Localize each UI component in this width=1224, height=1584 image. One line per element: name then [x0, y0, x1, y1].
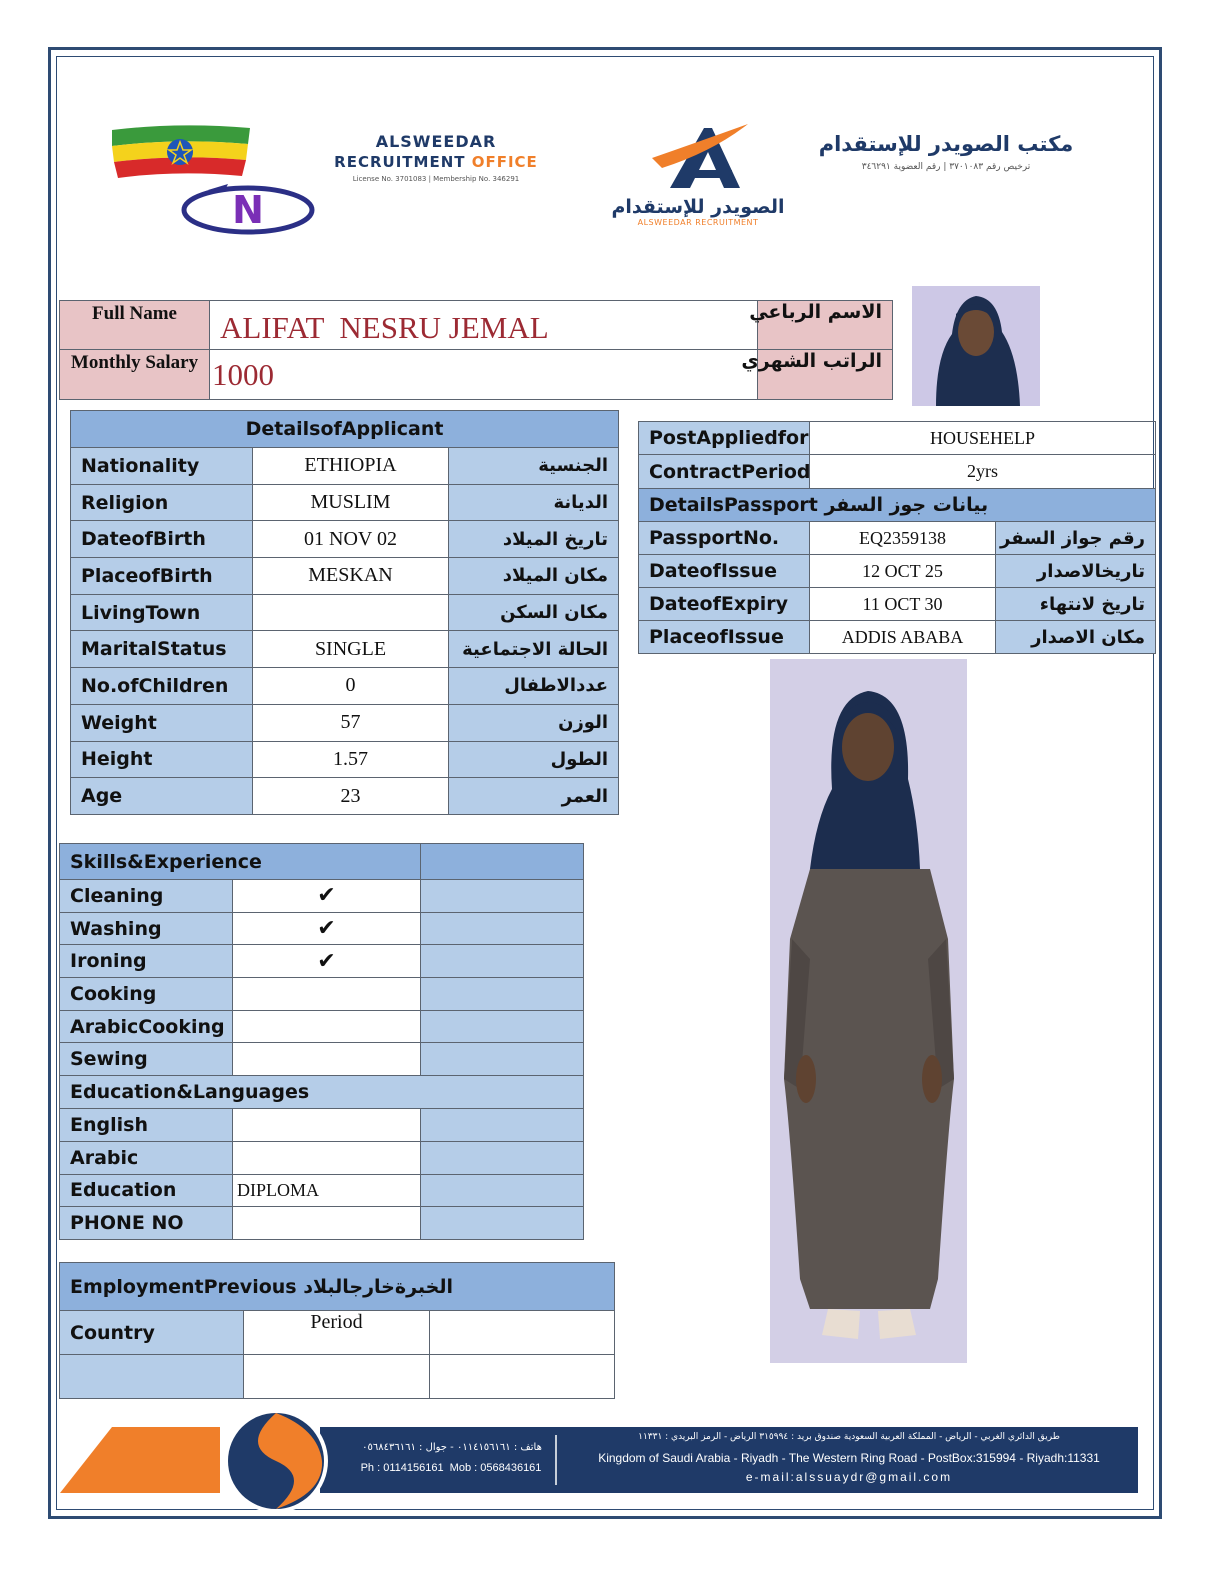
identity-table [59, 300, 893, 400]
applicant-field-value: 23 [253, 778, 449, 815]
right-logo-text [818, 132, 1074, 172]
applicant-field-value: 57 [253, 704, 449, 741]
applicant-field-label: LivingTown [71, 594, 253, 631]
a-letter-icon [608, 122, 788, 192]
education-label: Education [60, 1174, 233, 1207]
right-logo-arabic: مكتب الصويدر للإستقدام [818, 132, 1074, 156]
applicant-field-arabic: الوزن [449, 704, 619, 741]
applicant-field-label: DateofBirth [71, 521, 253, 558]
passport-field-arabic: تاريخ لانتهاء [996, 588, 1156, 621]
applicant-field-arabic: مكان الميلاد [449, 558, 619, 595]
contract-period-value: 2yrs [810, 455, 1156, 489]
applicant-field-label: Age [71, 778, 253, 815]
education-value [233, 1207, 421, 1240]
applicant-row [71, 631, 619, 668]
passport-field-arabic: رقم جواز السفر [996, 522, 1156, 555]
applicant-field-value: ETHIOPIA [253, 448, 449, 485]
education-label: Arabic [60, 1141, 233, 1174]
skill-checkbox[interactable] [233, 880, 421, 913]
passport-row [639, 588, 1156, 621]
footer-address-arabic: طريق الدائري الغربي - الرياض - المملكة العربية السعودية صندوق بريد : ٣١٥٩٩٤ الرياض - الرمز البريدي : ١١٣٣١ [638, 1432, 1060, 1442]
center-logo [608, 122, 788, 232]
country-label: Country [60, 1311, 244, 1355]
center-logo-english: ALSWEEDAR RECRUITMENT [637, 218, 759, 227]
education-row [60, 1207, 584, 1240]
applicant-field-value: MUSLIM [253, 484, 449, 521]
education-label: English [60, 1109, 233, 1142]
full-name-value: ALIFAT NESRU JEMAL [210, 301, 758, 350]
checkmark-icon: ✔ [317, 916, 336, 942]
applicant-headshot [912, 286, 1040, 406]
post-passport-table [638, 421, 1156, 654]
education-title: Education&Languages [60, 1076, 584, 1109]
employment-extra-cell [430, 1355, 615, 1399]
contract-period-label: ContractPeriod [639, 455, 810, 489]
applicant-field-arabic: عددالاطفال [449, 668, 619, 705]
passport-row [639, 522, 1156, 555]
education-extra-cell [421, 1109, 584, 1142]
skill-row [60, 1010, 584, 1043]
applicant-row [71, 484, 619, 521]
applicant-row [71, 594, 619, 631]
applicant-field-label: Religion [71, 484, 253, 521]
applicant-details-title: DetailsofApplicant [71, 411, 619, 448]
applicant-field-label: Nationality [71, 448, 253, 485]
passport-field-label: PassportNo. [639, 522, 810, 555]
applicant-field-arabic: تاريخ الميلاد [449, 521, 619, 558]
applicant-field-value: 01 NOV 02 [253, 521, 449, 558]
passport-details-title: DetailsPassport بيانات جوز السفر [639, 489, 1156, 522]
applicant-field-value: 1.57 [253, 741, 449, 778]
applicant-field-value: MESKAN [253, 558, 449, 595]
monthly-salary-label: Monthly Salary [60, 350, 210, 400]
applicant-row [71, 741, 619, 778]
employment-country-cell [60, 1355, 244, 1399]
applicant-field-arabic: مكان السكن [449, 594, 619, 631]
applicant-row [71, 558, 619, 595]
applicant-field-arabic: العمر [449, 778, 619, 815]
checkmark-icon: ✔ [317, 883, 336, 909]
ethiopian-flag-logo [108, 124, 254, 180]
applicant-row [71, 704, 619, 741]
skill-extra-cell [421, 1010, 584, 1043]
office-name-line2b: OFFICE [471, 153, 538, 171]
footer-email[interactable]: e-mail:alssuaydr@gmail.com [745, 1470, 953, 1484]
skill-extra-cell [421, 945, 584, 978]
employment-table [59, 1262, 615, 1399]
footer-phone-arabic: هاتف : ٠١١٤١٥٦١٦١ - جوال : ٠٥٦٨٤٣٦١٦١ [362, 1442, 542, 1453]
skills-title: Skills&Experience [60, 844, 421, 880]
skill-checkbox[interactable] [233, 1010, 421, 1043]
office-logo-text [318, 132, 554, 183]
skill-extra-cell [421, 978, 584, 1011]
education-extra-cell [421, 1174, 584, 1207]
employment-title: EmploymentPrevious الخبرةخارجالبلاد [60, 1263, 615, 1311]
monthly-salary-value: 1000 [210, 350, 758, 400]
passport-field-label: DateofExpiry [639, 588, 810, 621]
applicant-field-arabic: الطول [449, 741, 619, 778]
applicant-field-arabic: الجنسية [449, 448, 619, 485]
applicant-row [71, 448, 619, 485]
applicant-field-arabic: الديانة [449, 484, 619, 521]
center-logo-arabic: الصويدر للإستقدام [611, 196, 785, 218]
applicant-field-label: PlaceofBirth [71, 558, 253, 595]
full-name-label: Full Name [60, 301, 210, 350]
footer-phone-english: Ph : 0114156161 Mob : 0568436161 [360, 1462, 542, 1474]
passport-field-value: 12 OCT 25 [810, 555, 996, 588]
applicant-details-table [70, 410, 619, 815]
skills-title-extra [421, 844, 584, 880]
skill-label: Sewing [60, 1043, 233, 1076]
passport-row [639, 621, 1156, 654]
employment-extra-header [430, 1311, 615, 1355]
office-name-line2a: RECRUITMENT [334, 153, 466, 171]
skill-row [60, 978, 584, 1011]
emblem-letter: N [232, 188, 264, 232]
skill-extra-cell [421, 912, 584, 945]
n-emblem-logo [178, 180, 318, 236]
skill-label: Washing [60, 912, 233, 945]
skill-label: Ironing [60, 945, 233, 978]
right-logo-arabic-sub: ترخيص رقم ٣٧٠١٠٨٣ | رقم العضوية ٣٤٦٢٩١ [861, 162, 1031, 172]
skill-row [60, 945, 584, 978]
applicant-row [71, 778, 619, 815]
skill-checkbox[interactable] [233, 945, 421, 978]
office-license-line: License No. 3701083 | Membership No. 346291 [352, 175, 520, 183]
skills-table [59, 843, 584, 1240]
period-label: Period [244, 1311, 430, 1355]
passport-field-arabic: مكان الاصدار [996, 621, 1156, 654]
passport-row [639, 555, 1156, 588]
skill-label: Cooking [60, 978, 233, 1011]
passport-field-label: DateofIssue [639, 555, 810, 588]
footer-banner [60, 1405, 1138, 1513]
skill-row [60, 912, 584, 945]
skill-checkbox[interactable] [233, 912, 421, 945]
applicant-field-label: Weight [71, 704, 253, 741]
applicant-field-value: 0 [253, 668, 449, 705]
passport-field-arabic: تاريخالاصدار [996, 555, 1156, 588]
skill-label: ArabicCooking [60, 1010, 233, 1043]
skill-extra-cell [421, 880, 584, 913]
applicant-row [71, 521, 619, 558]
passport-field-value: 11 OCT 30 [810, 588, 996, 621]
post-applied-label: PostAppliedfor [639, 422, 810, 455]
office-name-line1: ALSWEEDAR [375, 132, 497, 151]
skill-checkbox[interactable] [233, 978, 421, 1011]
skill-checkbox[interactable] [233, 1043, 421, 1076]
passport-field-value: EQ2359138 [810, 522, 996, 555]
education-value: DIPLOMA [233, 1174, 421, 1207]
applicant-full-photo [770, 659, 967, 1363]
education-label: PHONE NO [60, 1207, 233, 1240]
skill-row [60, 880, 584, 913]
applicant-field-value: SINGLE [253, 631, 449, 668]
passport-field-label: PlaceofIssue [639, 621, 810, 654]
checkmark-icon: ✔ [317, 948, 336, 974]
passport-field-value: ADDIS ABABA [810, 621, 996, 654]
post-applied-value: HOUSEHELP [810, 422, 1156, 455]
education-row [60, 1109, 584, 1142]
employment-period-cell [244, 1355, 430, 1399]
applicant-field-value [253, 594, 449, 631]
applicant-row [71, 668, 619, 705]
education-value [233, 1141, 421, 1174]
education-value [233, 1109, 421, 1142]
applicant-field-arabic: الحالة الاجتماعية [449, 631, 619, 668]
applicant-field-label: Height [71, 741, 253, 778]
applicant-field-label: No.ofChildren [71, 668, 253, 705]
skill-label: Cleaning [60, 880, 233, 913]
education-extra-cell [421, 1141, 584, 1174]
footer-address-english: Kingdom of Saudi Arabia - Riyadh - The Western Ring Road - PostBox:315994 - Riyadh:11331 [598, 1451, 1100, 1465]
skill-row [60, 1043, 584, 1076]
education-row [60, 1141, 584, 1174]
skill-extra-cell [421, 1043, 584, 1076]
education-extra-cell [421, 1207, 584, 1240]
education-row [60, 1174, 584, 1207]
full-name-arabic: الاسم الرباعي [758, 301, 893, 350]
applicant-field-label: MaritalStatus [71, 631, 253, 668]
monthly-salary-arabic: الراتب الشهري [758, 350, 893, 400]
